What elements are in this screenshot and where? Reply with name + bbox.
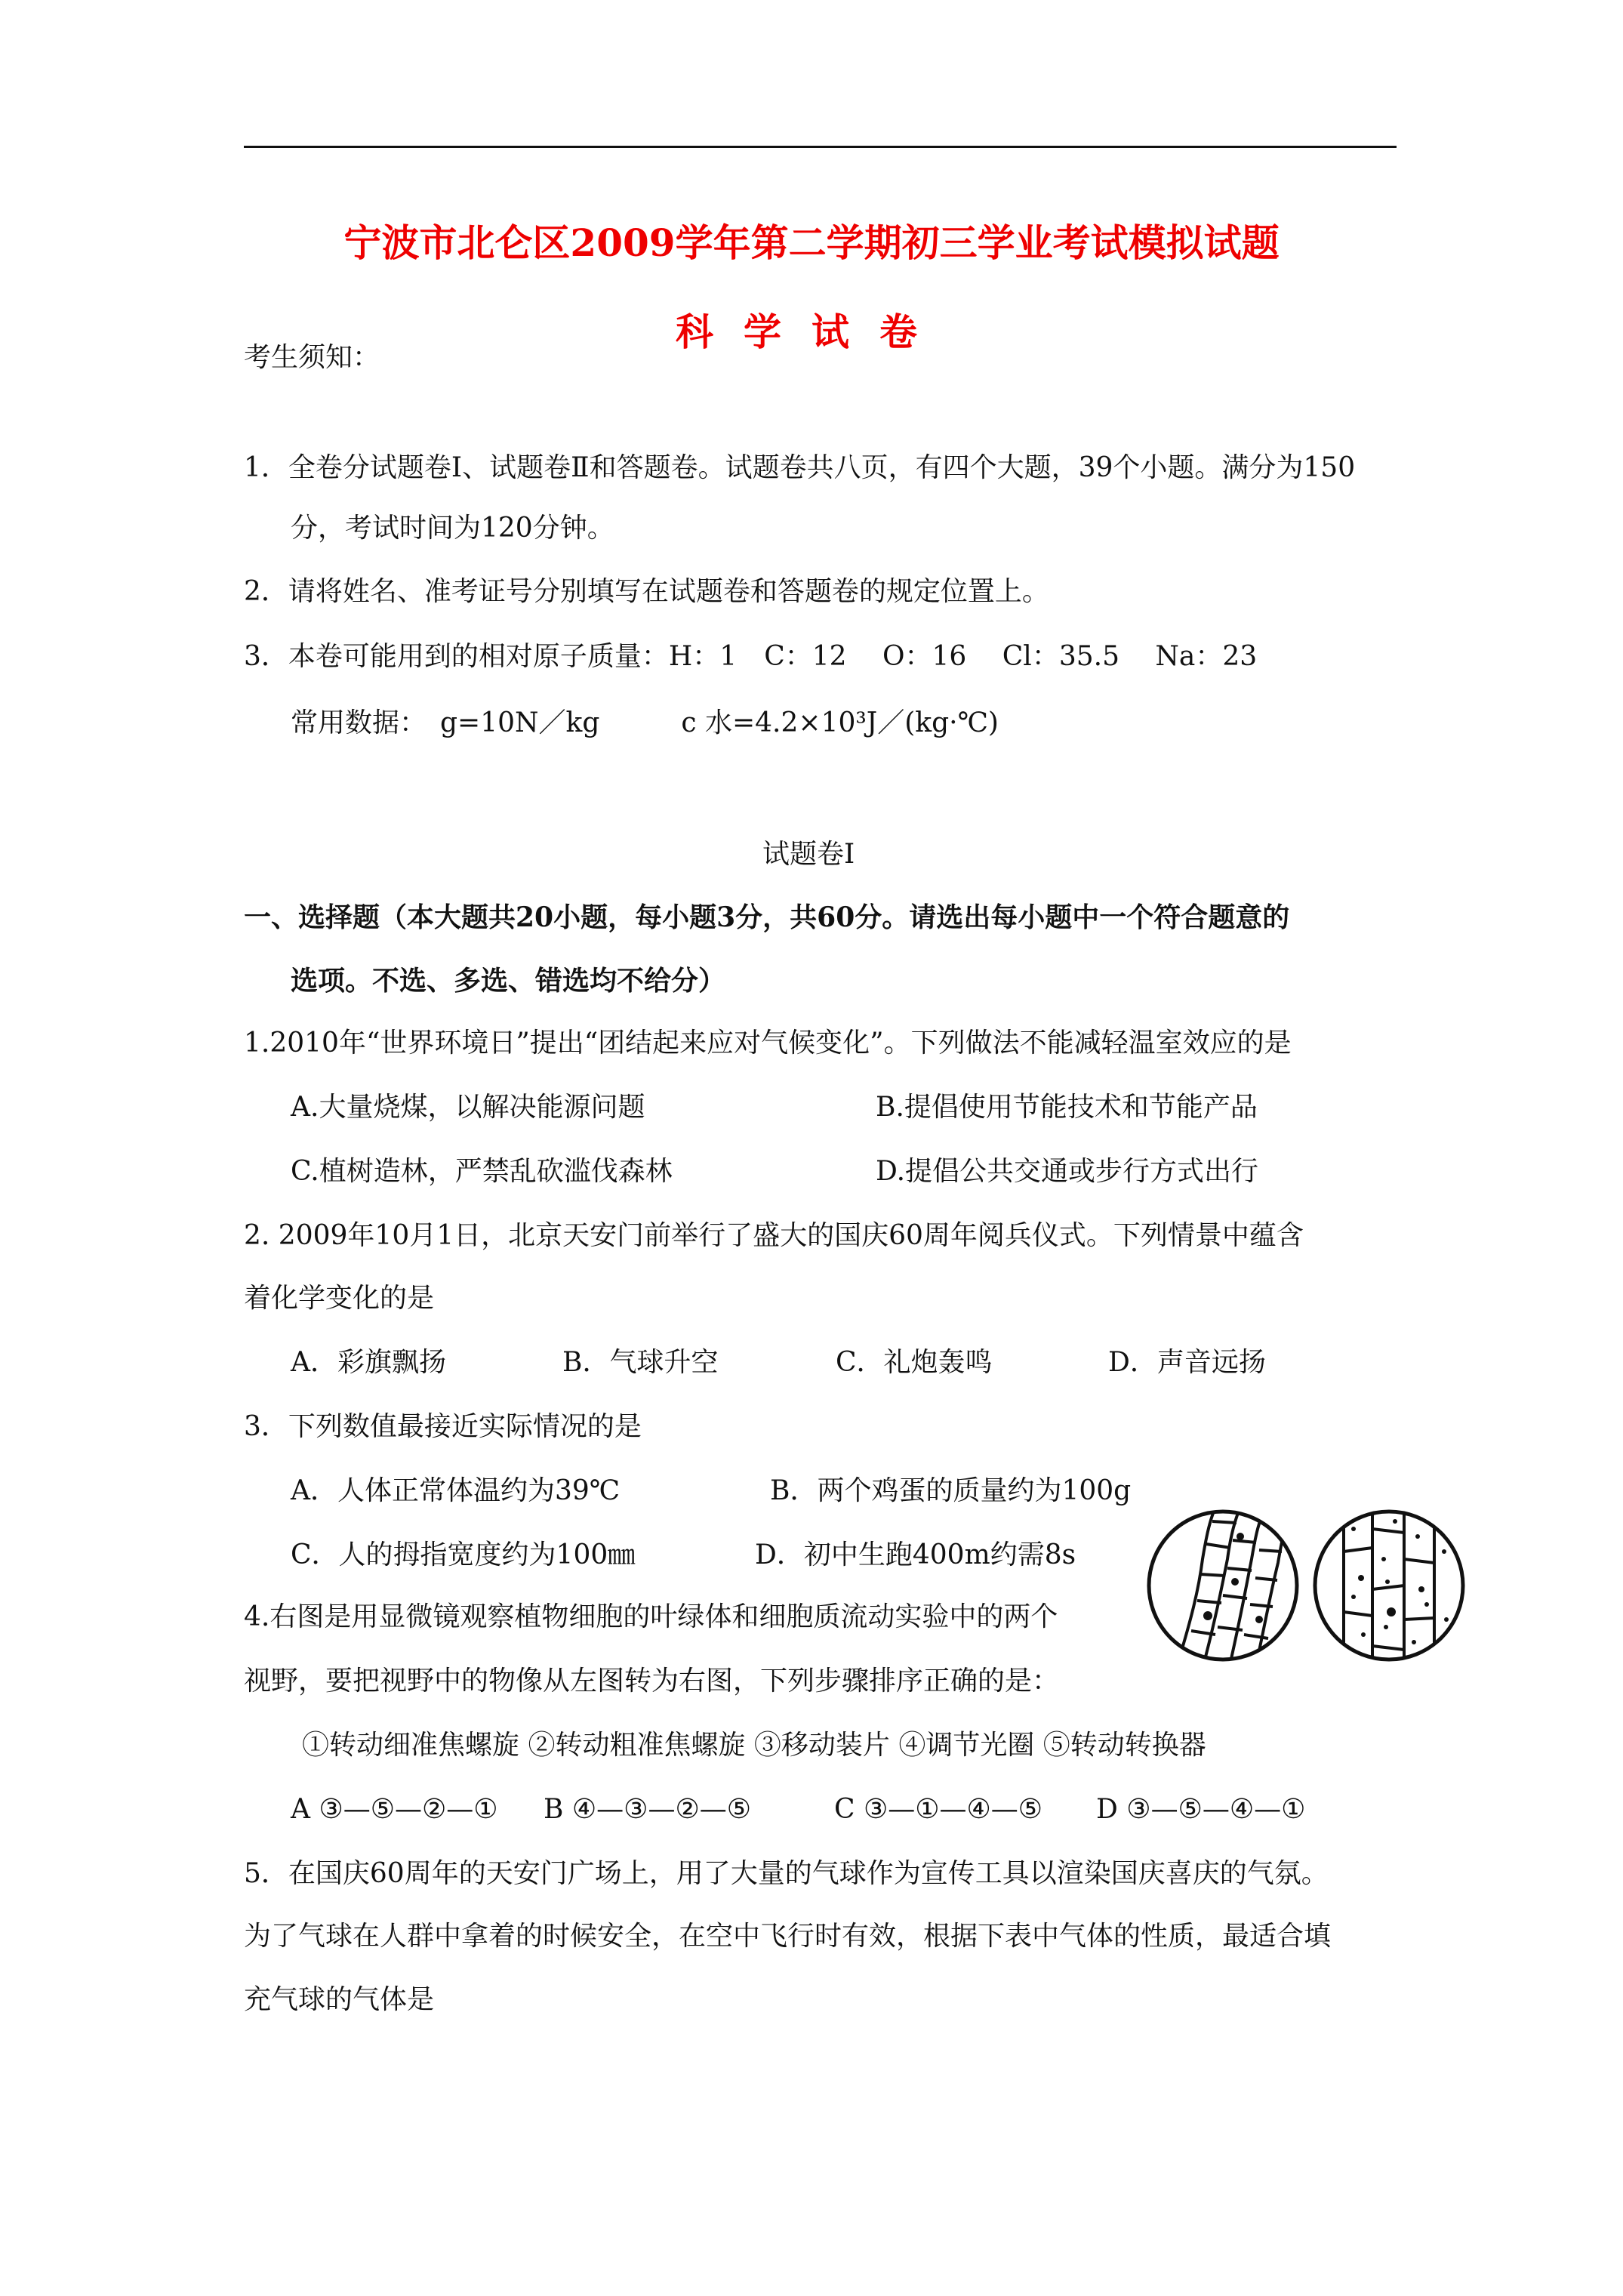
q4-option-d: D ③—⑤—④—① [1096,1794,1306,1825]
q4-option-c: C ③—①—④—⑤ [834,1794,1043,1825]
q4-stem: 4.右图是用显微镜观察植物细胞的叶绿体和细胞质流动实验中的两个 [244,1601,1058,1632]
q4-steps: ①转动细准焦螺旋 ②转动粗准焦螺旋 ③移动装片 ④调节光圈 ⑤转动转换器 [302,1730,1206,1761]
q4-option-b: B ④—③—②—⑤ [544,1794,751,1825]
q2-stem: 2. 2009年10月1日，北京天安门前举行了盛大的国庆60周年阅兵仪式。下列情景中蕴含 [244,1220,1304,1251]
q3-stem: 3．下列数值最接近实际情况的是 [244,1411,642,1442]
q2-option-c: C．礼炮轰鸣 [836,1347,993,1378]
q4-option-a: A ③—⑤—②—① [291,1794,498,1825]
notice-item-1: 1．全卷分试题卷Ⅰ、试题卷Ⅱ和答题卷。试题卷共八页，有四个大题，39个小题。满分为150 [244,452,1356,483]
microscope-fields-figure [1146,1506,1469,1665]
volume-label: 试题卷Ⅰ [762,839,855,870]
notice-item-1-cont: 分，考试时间为120分钟。 [291,513,614,544]
q1-option-c: C.植树造林，严禁乱砍滥伐森林 [291,1156,673,1187]
q3-option-d: D．初中生跑400m约需8s [755,1539,1076,1570]
q5-stem-cont-2: 充气球的气体是 [244,1984,435,2015]
right-field-view [1344,1506,1449,1665]
notice-item-2: 2．请将姓名、准考证号分别填写在试题卷和答题卷的规定位置上。 [244,576,1049,607]
notice-constants: 常用数据： g=10N／kg c 水=4.2×10³J／(kg·℃) [291,707,999,738]
q2-option-b: B．气球升空 [562,1347,719,1378]
notice-heading: 考生须知： [244,342,380,373]
q3-option-c: C．人的拇指宽度约为100㎜ [291,1539,636,1570]
header-rule [244,146,1397,148]
notice-item-3: 3．本卷可能用到的相对原子质量：H：1 C：12 O：16 Cl：35.5 Na：23 [244,641,1258,672]
q3-option-b: B．两个鸡蛋的质量约为100g [770,1475,1132,1506]
q5-stem: 5．在国庆60周年的天安门广场上，用了大量的气球作为宣传工具以渲染国庆喜庆的气氛。 [244,1858,1329,1889]
q2-option-d: D．声音远扬 [1108,1347,1266,1378]
q2-stem-cont: 着化学变化的是 [244,1283,435,1314]
q5-stem-cont-1: 为了气球在人群中拿着的时候安全，在空中飞行时有效，根据下表中气体的性质，最适合填 [244,1921,1332,1952]
q3-option-a: A．人体正常体温约为39℃ [291,1475,621,1506]
exam-title: 宁波市北仑区2009学年第二学期初三学业考试模拟试题 [343,220,1280,265]
q1-option-d: D.提倡公共交通或步行方式出行 [876,1156,1259,1187]
left-field-view [1176,1506,1293,1665]
section-heading: 一、选择题（本大题共20小题，每小题3分，共60分。请选出每小题中一个符合题意的 [244,901,1290,933]
q4-stem-cont: 视野，要把视野中的物像从左图转为右图，下列步骤排序正确的是： [244,1666,1060,1697]
section-heading-cont: 选项。不选、多选、错选均不给分） [291,965,726,997]
q1-stem: 1.2010年“世界环境日”提出“团结起来应对气候变化”。下列做法不能减轻温室效应的是 [244,1028,1292,1059]
q1-option-a: A.大量烧煤，以解决能源问题 [291,1092,645,1123]
exam-subtitle: 科学试卷 [676,310,947,354]
q2-option-a: A．彩旗飘扬 [291,1347,446,1378]
q1-option-b: B.提倡使用节能技术和节能产品 [876,1092,1258,1123]
